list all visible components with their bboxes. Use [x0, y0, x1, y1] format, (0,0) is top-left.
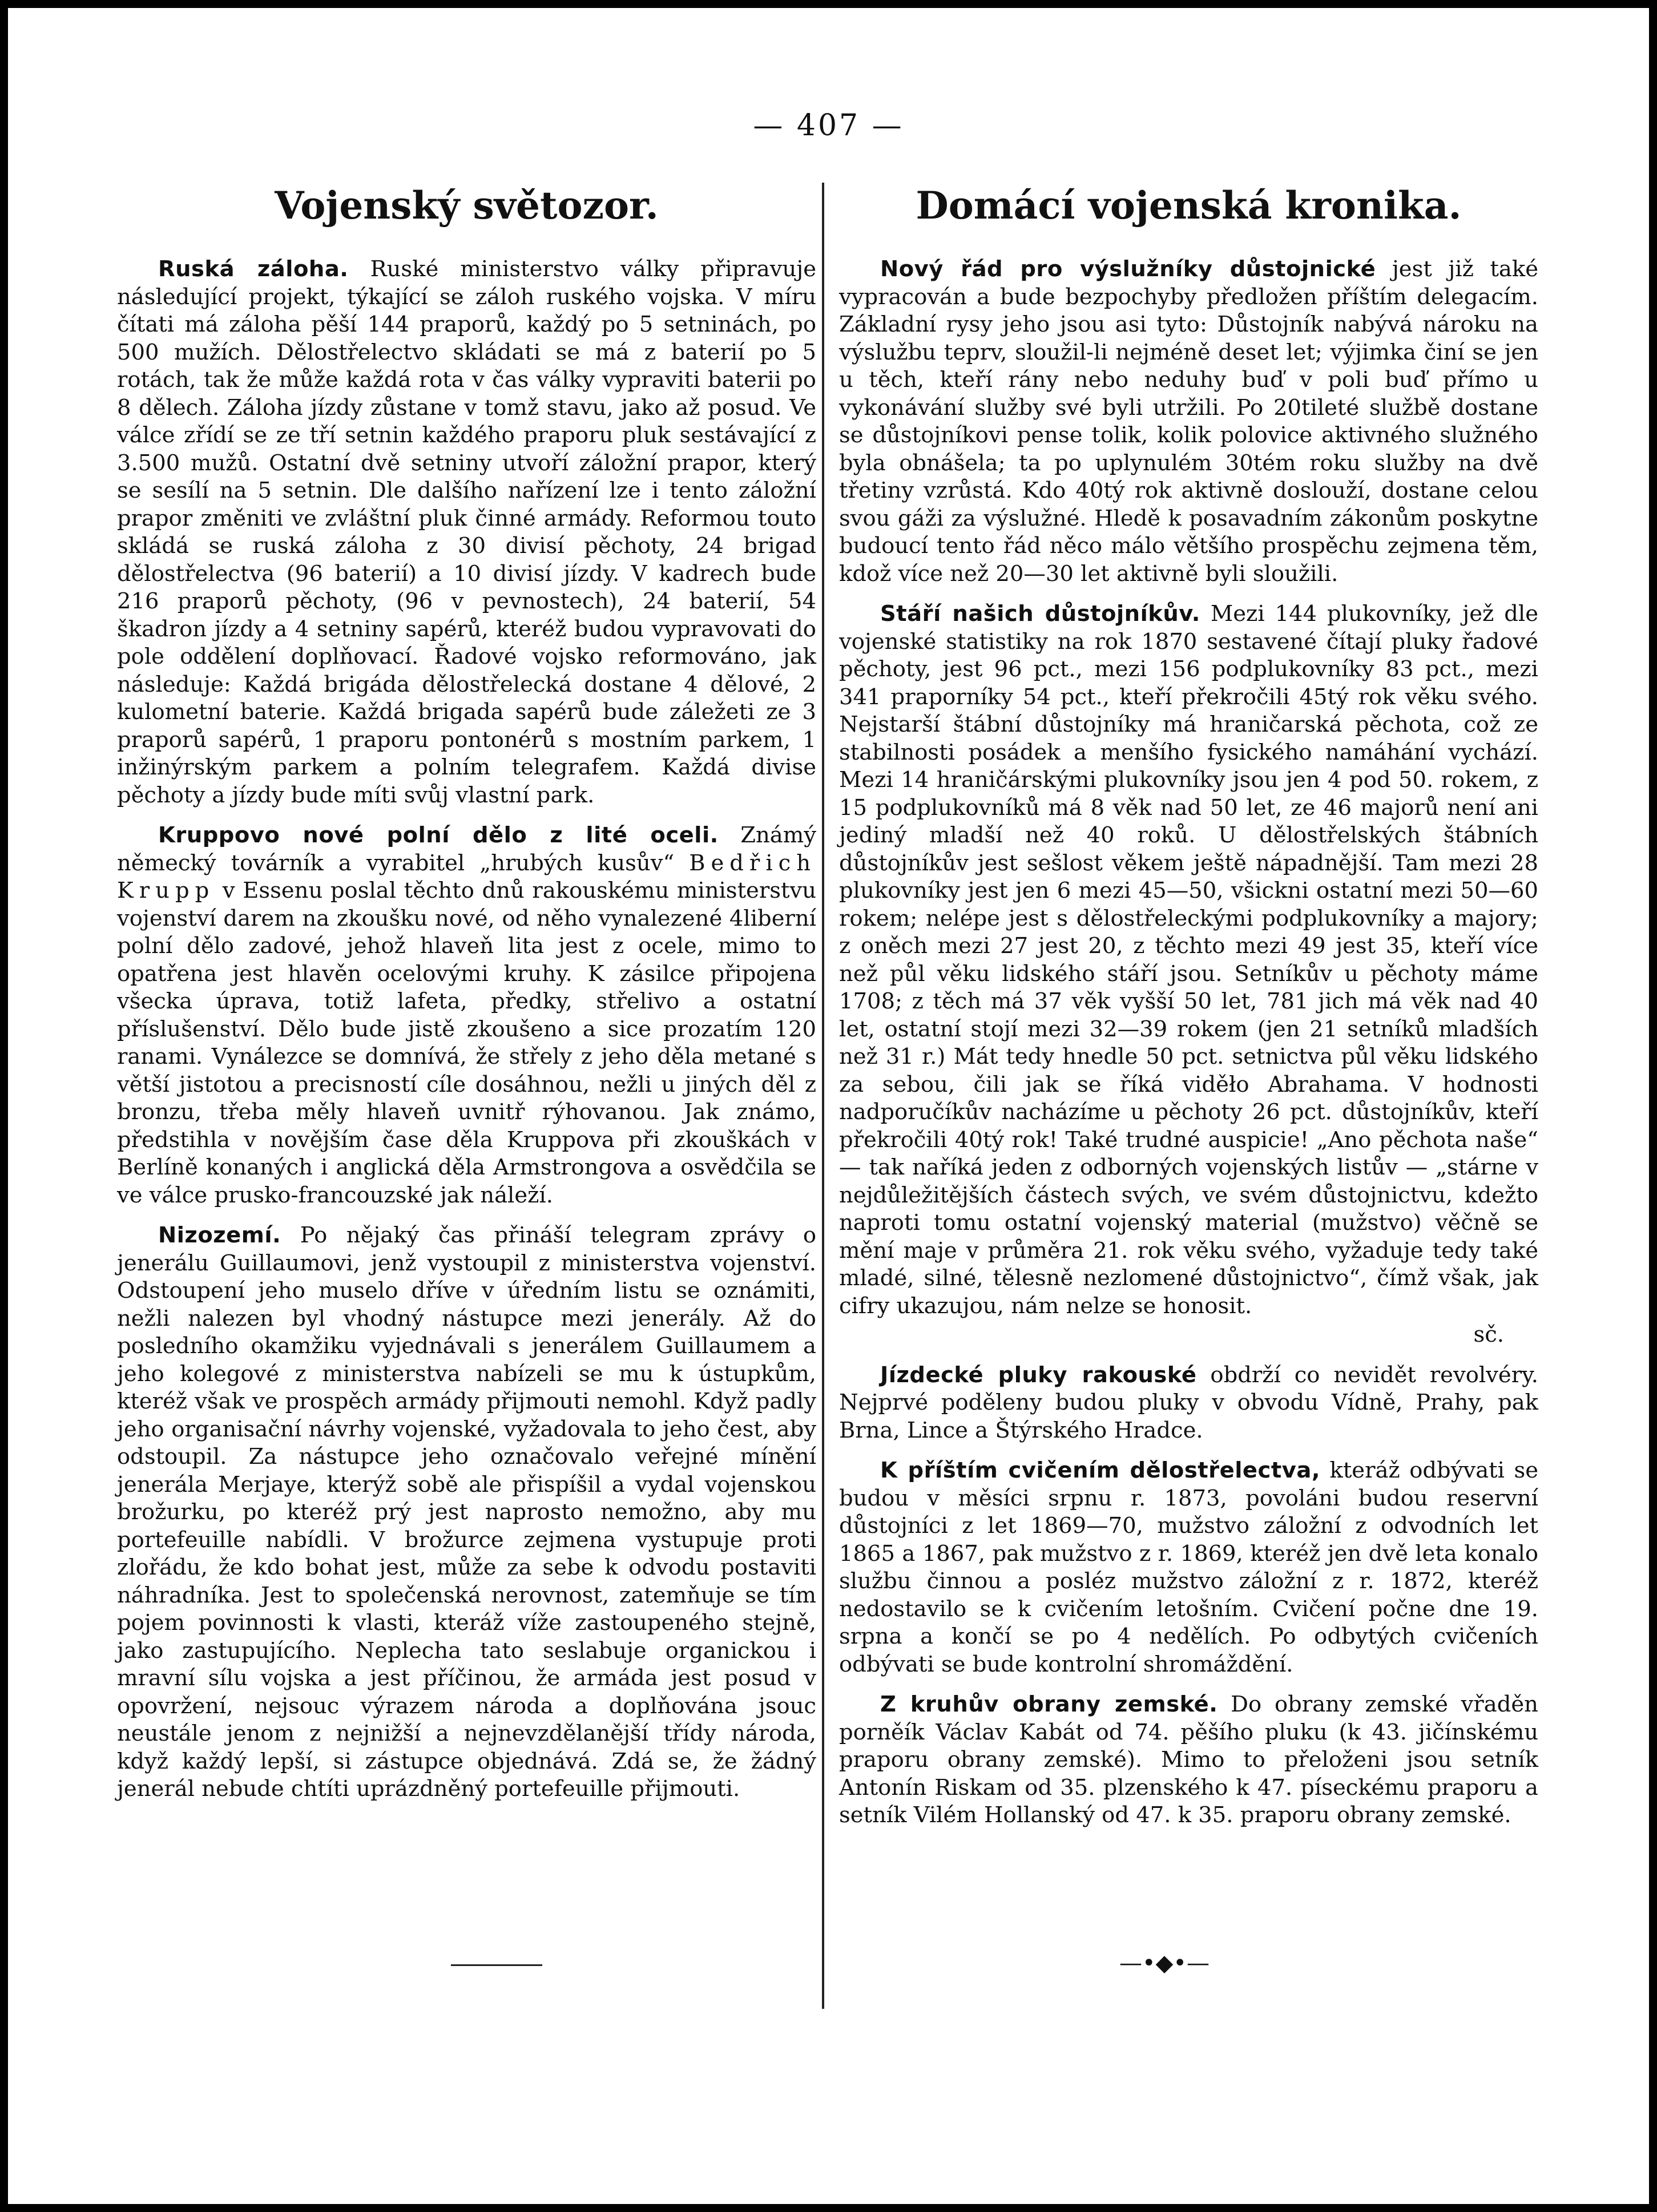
article-heading: Nový řád pro výslužníky důstojnické [880, 256, 1376, 282]
article-text: Do obrany zemské vřaděn porněík Václav Kabát od 74. pěšího pluku (k 43. jičínskému praporu obrany zemské). Mimo to přeloženi jsou setník Antonín Riskam od 35. plzenského k 47. píseckému praporu a setník Vilém Hollanský od 47. k 35. praporu obrany zemské. [839, 1692, 1538, 1828]
article-text: obdrží co nevidět revolvéry. Nejprvé poděleny budou pluky v obvodu Vídně, Prahy, pak Brna, Lince a Štýrského Hradce. [839, 1362, 1538, 1443]
article-text: Po nějaký čas přináší telegram zprávy o jenerálu Guillaumovi, jenž vystoupil z ministerstva vojenství. Odstoupení jeho muselo dříve v úředním listu se oznámiti, nežli nalezen byl vhodný nástupce mezi jenerály. Až do posledního okamžiku vyjednávali s jenerálem Guillaumem a jeho kolegové z ministerstva nabízeli se mu k ústupkům, kteréž však ve prospěch armády přijmouti nemohl. Když padly jeho organisační návrhy vojenské, vyžadovala to jeho čest, aby odstoupil. Za nástupce jeho označovalo veřejné mínění jenerála Merjaye, kterýž sobě ale přispíšil a vydal vojenskou brožurku, po kteréž prý jest naprosto nemožno, aby mu portefeuille nabídli. V brožurce zejmena vystupuje proti zlořádu, že kdo bohat jest, může za sebe k odvodu postaviti náhradníka. Jest to společenská nerovnost, zatemňuje se tím pojem povinnosti k vlasti, kteráž víže zastoupeného stejně, jako zastupujícího. Neplecha tato seslabuje organickou i mravní sílu vojska a jest příčinou, že armáda jest posud v opovržení, nejsouc výrazem národa a doplňována jsouc neustále jenom z nejnižší a nejnevzdělanější třídy národa, když každý lepší, si zástupce objednává. Zdá se, že žádný jenerál nebude chtíti uprázdněný portefeuille přijmouti. [117, 1222, 816, 1802]
article-heading: K příštím cvičením dělostřelectva, [880, 1458, 1320, 1483]
spaced-name: Bedřich Krupp [117, 850, 816, 903]
article-obrana-zemska [839, 1691, 1538, 1830]
article-heading: Stáří našich důstojníkův. [880, 601, 1200, 627]
article-signature: sč. [1473, 1322, 1504, 1347]
left-end-rule [451, 1964, 542, 1966]
article-text: Známý německý továrník a vyrabitel „hrubých kusův“ [117, 822, 816, 876]
article-text: jest již také vypracován a bude bezpochyby předložen příštím delegacím. Základní rysy jeho jsou asi tyto: Důstojník nabývá nároku na výslužbu teprv, sloužil-li nejméně deset let; výjimka činí se jen u těch, kteří rány nebo neduhy buď v poli buď přímo u vykonávání služby své byli utržili. Po 20tileté službě dostane se důstojníkovi pense tolik, kolik polovice aktivného služného byla obnášela; ta po uplynulém 30tém roku služby na dvě třetiny vzrůstá. Kdo 40tý rok aktivně doslouží, dostane celou svou gáži za výslužné. Hledě k posavadním zákonům poskytne budoucí tento řád něco málo většího prospěchu zejmena těm, kdož více než 20—30 let aktivně byli sloužili. [839, 256, 1538, 587]
article-text: Ruské ministerstvo války připravuje následující projekt, týkající se záloh ruského vojska. V míru čítati má záloha pěší 144 praporů, každý po 5 setninách, po 500 mužích. Dělostřelectvo skládati se má z baterií po 5 rotách, tak že může každá rota v čas války vypraviti baterii po 8 dělech. Záloha jízdy zůstane v tomž stavu, jako až posud. Ve válce zřídí se ze tří setnin každého praporu pluk sestávající z 3.500 mužů. Ostatní dvě setniny utvoří záložní prapor, který se sesílí na 5 setnin. Dle dalšího nařízení lze i tento záložní prapor změniti ve zvláštní pluk činné armády. Reformou touto skládá se ruská záloha z 30 divisí pěchoty, 24 brigad dělostřelectva (96 baterií) a 10 divisí jízdy. V kadrech bude 216 praporů pěchoty, (96 v pevnostech), 24 baterií, 54 škadron jízdy a 4 setniny sapérů, kteréž budou vypravovati do pole oddělení doplňovací. Řadové vojsko reformováno, jak následuje: Každá brigáda dělostřelecká dostane 4 dělové, 2 kulometní baterie. Každá brigada sapérů bude záležeti ze 3 praporů sapérů, 1 praporu pontonérů s mostním parkem, 1 inžinýrským parkem a polním telegrafem. Každá divise pěchoty a jízdy bude míti svůj vlastní park. [117, 256, 816, 808]
page-number: — 407 — [753, 108, 904, 143]
end-ornament: —•◆•— [1119, 1950, 1210, 1976]
article-text: Mezi 144 plukovníky, jež dle vojenské statistiky na rok 1870 sestavené čítají pluky řadové pěchoty, jest 96 pct., mezi 156 podplukovníky 83 pct., mezi 341 praporníky 54 pct., kteří překročili 45tý rok věku svého. Nejstarší štábní důstojníky má hraničarská pěchota, což ze stabilnosti posádek a menšího fysického namáhání vychází. Mezi 14 hraničárskými plukovníky jsou jen 4 pod 50. rokem, z 15 podplukovníků má 8 věk nad 50 let, ze 46 majorů není ani jediný mladší než 40 roků. U dělostřelských štábních důstojníkův jest sešlost věkem ještě nápadnější. Tam mezi 28 plukovníky jest jen 6 mezi 45—50, všickni ostatní mezi 50—60 rokem; nelépe jest s dělostřeleckými podplukovníky a majory; z oněch mezi 27 jest 20, z těchto mezi 49 jest 35, kteří více než půl věku lidského stáří jsou. Setníkův u pěchoty máme 1708; z těch má 37 věk vyšší 50 let, 781 jich má věk nad 40 let, ostatní stojí mezi 32—39 rokem (jen 21 setníků mladších než 31 r.) Mát tedy hnedle 50 pct. setnictva půl věku lidského za sebou, čili jak se říká viděło Abrahama. V hodnosti nadporučíkův nacházíme u pěchoty 26 pct. důstojníkův, kteří překročili 40tý rok! Také trudné auspicie! „Ano pěchota naše“ — tak naříká jeden z odborných vojenských listův — „stárne v nejdůležitějších částech svých, ve svém důstojnictvu, kdežto naproti tomu ostatní vojenský material (mužstvo) věčně se mění maje v průměra 21. rok věku svého, vyžaduje tedy také mladé, silné, tělesně nezlomené důstojnictvo“, čímž však, jak cifry ukazujou, nám nelze se honosit. [839, 601, 1538, 1319]
article-heading: Jízdecké pluky rakouské [880, 1362, 1197, 1388]
article-stari-dustojniku [839, 600, 1538, 1320]
article-novy-rad [839, 256, 1538, 588]
right-column [839, 183, 1538, 1842]
left-column [117, 183, 816, 1816]
article-cviceni-delostrelectva [839, 1457, 1538, 1678]
right-column-title: Domácí vojenská kronika. [916, 183, 1462, 228]
article-ruska-zaloha [117, 256, 816, 809]
article-heading: Z kruhův obrany zemské. [880, 1692, 1218, 1717]
left-column-title: Vojenský světozor. [275, 183, 659, 228]
column-divider [822, 183, 824, 2009]
article-kruppovo-delo [117, 822, 816, 1209]
article-text: v Essenu poslal těchto dnů rakouskému ministerstvu vojenství darem na zkoušku nové, od něho vynalezené 4liberní polní dělo zadové, jehož hlaveň lita jest z ocele, mimo to opatřena jest hlavěn ocelovými kruhy. K zásilce připojena všecka úprava, totiž lafeta, předky, střelivo a ostatní příslušenství. Dělo bude jistě zkoušeno a sice prozatím 120 ranami. Vynálezce se domnívá, že střely z jeho děla metané s větší jistotou a precisností cíle dosáhnou, nežli u jiných děl z bronzu, třeba měly hlaveň uvnitř rýhovanou. Jak známo, předstihla v novějším čase děla Kruppova při zkouškách v Berlíně konaných i anglická děla Armstrongova a osvědčila se ve válce prusko-francouzské jak náleží. [117, 878, 816, 1208]
article-heading: Nizozemí. [158, 1222, 281, 1248]
article-heading: Ruská záloha. [158, 256, 349, 282]
article-text: kteráž odbývati se budou v měsíci srpnu r. 1873, povoláni budou reservní důstojníci z let 1869—70, mužstvo záložní z odvodních let 1865 a 1867, pak mužstvo z r. 1869, kteréž jen dvě leta konalo službu činnou a posléz mužstvo záložní z r. 1872, kteréž nedostavilo se k cvičením letošním. Cvičení počne dne 19. srpna a končí se po 4 nedělích. Po odbytých cvičeních odbývati se bude kontrolní shromáždění. [839, 1458, 1538, 1677]
article-heading: Kruppovo nové polní dělo z lité oceli. [158, 822, 719, 848]
article-jizdecke-pluky [839, 1362, 1538, 1445]
article-nizozemi [117, 1222, 816, 1803]
